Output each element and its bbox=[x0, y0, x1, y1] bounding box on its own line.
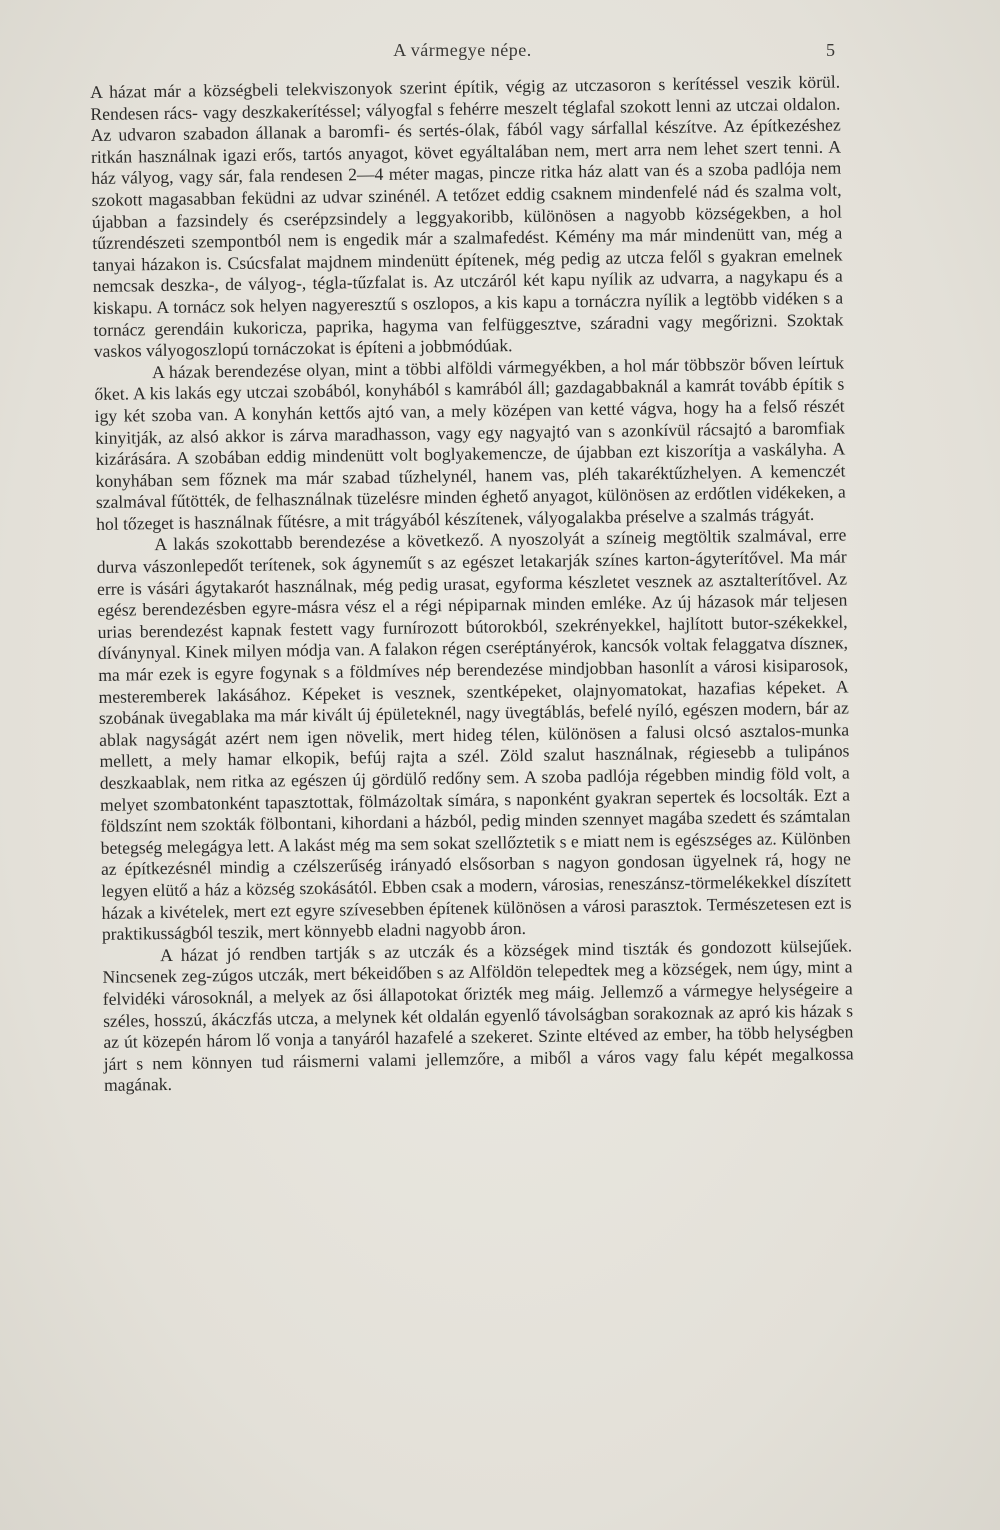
page-number: 5 bbox=[826, 40, 835, 60]
paragraph-3: A lakás szokottabb berendezése a következő. A nyoszolyát a színeig megtöltik szalmával, erre durva vászonlepedőt terítenek, sok ágyneműt s az egészet letakarják színes karton-ágyterítővel. Ma már erre is vásári ágytakarót használnak, még pedig urasat, egyforma készletet vesznek az asztalterítővel. Az egész berendezésben egyre-másra vész el a régi népiparnak minden emléke. Az új házasok már teljesen urias berendezést kapnak festett vagy furnírozott bútorokból, szekrényekkel, hajlított butor-székekkel, díványnyal. Kinek milyen módja van. A falakon régen cseréptányérok, kancsók voltak felaggatva díszneк, ma már ezek is egyre fogynak s a földmíves nép berendezése mindjobban hasonlít a városi kisiparosok, mesteremberek lakásához. Képeket is vesznek, szentképeket, olajnyomatokat, hazafias képeket. A szobának üvegablaka ma már kivált új épületeknél, nagy üvegtáblás, befelé nyíló, egészen modern, bár az ablak nagyságát azért nem igen növelik, mert hideg télen, különösen a falusi olcsó asztalos-munka mellett, a mely hamar elkopik, befúj rajta a szél. Zöld szalut használnak, régiesebb a tulipános deszkaablak, nem ritka az egészen új gördülő redőny sem. A szoba padlója régebben mindig föld volt, a melyet szombatonként tapasztottak, fölmázoltak símára, s naponként gyakran sepertek és locsolták. Ezt a földszínt nem szokták fölbontani, kihordani a házból, pedig minden szennyet magába szedett és számtalan betegség melegágya lett. A lakást még ma sem sokat szellőztetik s e miatt nem is egészséges az. Különben az építkezésnél mindig a czélszerűség irányadó elsősorban s nagyon gondosan ügyelnek rá, hogy ne legyen elütő a ház a község szokásától. Ebben csak a modern, városias, reneszánsz-törmelékekkel díszített házak a kivételek, mert ezt egyre szívesebben építenek különösen a városi parasztok. Természetesen ezt is praktikusságból teszik, mert könnyebb eladni nagyobb áron. bbox=[96, 524, 852, 945]
paragraph-2: A házak berendezése olyan, mint a többi alföldi vármegyékben, a hol már többször bőven leírtuk őket. A kis lakás egy utczai szobából, konyhából s kamrából áll; gazdagabbaknál a kamrát tovább építik s igy két szoba van. A konyhán kettős ajtó van, a mely középen van ketté vágva, hogy ha a felső részét kinyitják, az alsó akkor is zárva maradhasson, vagy egy nagyajtó van s azonkívül rácsajtó a baromfiak kizárására. A szobában eddig mindenütt volt boglyakemencze, de újabban ezt kiszorítja a vaskályha. A konyhában sem főznek ma már szabad tűzhelynél, hanem vas, pléh takaréktűzhelyen. A kemenczét szalmával fűtötték, de felhasználnak tüzelésre minden éghető anyagot, különösen az erdőtlen vidékeken, a hol tőzeget is használnak fűtésre, a mit trágyából készítenek, vályogalakba préselve a szalmás trágyát. bbox=[94, 352, 846, 534]
body-text bbox=[90, 72, 854, 1097]
page-header bbox=[90, 36, 835, 66]
running-title: A vármegye népe. bbox=[393, 40, 532, 60]
paragraph-1: A házat már a községbeli telekviszonyok szerint építik, végig az utczasoron s kerítéssel veszik körül. Rendesen rács- vagy deszkakerítéssel; vályogfal s fehérre meszelt téglafal szokott lenni az utczai oldalon. Az udvaron szabadon állanak a baromfi- és sertés-ólak, fából vagy sárfallal készítve. Az építkezéshez ritkán használnak igazi erős, tartós anyagot, követ egyáltalában nem, mert arra nem lehet szert tenni. A ház vályog, vagy sár, fala rendesen 2—4 méter magas, pincze ritka ház alatt van és a szoba padlója nem szokott magasabban feküdni az udvar szinénél. A tetőzet eddig csaknem mindenfelé nád és szalma volt, újabban a fazsindely és cserépzsindely a leggyakoribb, különösen a nagyobb községekben, a hol tűzrendészeti szempontból nem is engedik már a szalmafedést. Kémény ma már mindenütt van, még a tanyai házakon is. Csúcsfalat majdnem mindenütt építenek, még pedig az utcza felől s gyakran emelnek nemcsak deszka-, de vályog-, tégla-tűzfalat is. Az utczáról két kapu nyílik az udvarra, a nagykapu és a kiskapu. A tornácz sok helyen nagyeresztű s oszlopos, a kis kapu a tornáczra nyílik a legtöbb vidéken s a tornácz gerendáin kukoricza, paprika, hagyma van felfüggesztve, száradni vagy megőrizni. Szoktak vaskos vályogoszlopú tornáczokat is építeni a jobbmódúak. bbox=[90, 71, 844, 362]
paragraph-4: A házat jó rendben tartják s az utczák és a községek mind tiszták és gondozott külsejűek. Nincsenek zeg-zúgos utczák, mert békeidőben s az Alföldön telepedtek meg a községek, nem úgy, mint a felvidéki városoknál, a melyek az ősi állapotokat őrizték meg máig. Jellemző a vármegye helységeire a széles, hosszú, ákáczfás utcza, a melynek két oldalán egyenlő távolságban sorakoznak az apró kis házak s az út közepén három lő vonja a tanyáról hazafelé a szekeret. Szinte eltéved az ember, ha több helységben járt s nem könnyen tud ráismerni valami jellemzőre, a miből a város vagy falu képét megalkossa magának. bbox=[102, 935, 854, 1096]
